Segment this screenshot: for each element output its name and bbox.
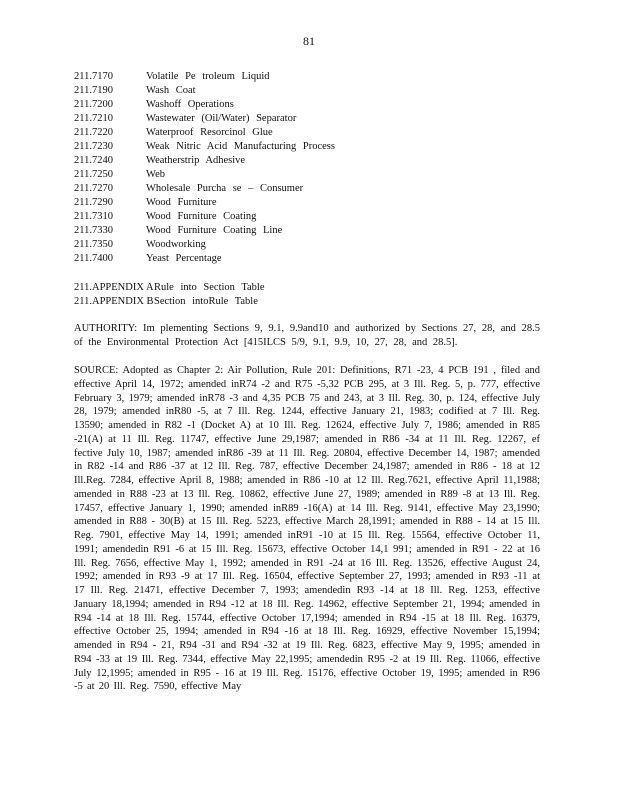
source-paragraph: SOURCE: Adopted as Chapter 2: Air Pollution, Rule 201: Definitions, R71 -23, 4 PCB 191 , filed and effective April 14, 1972; amended inR74 -2 and R75 -5,32 PCB 295, at 3 Ill. Reg. 5, p. 777, effective February 3, 1979; amended inR78 -3 and 4,35 PCB 75 and 243, at 3 Ill. Reg. 30, p. 124, effective July 28, 1979; amended inR80 -5, at 7 Ill. Reg. 1244, effective January 21, 1983; codified at 7 Ill. Reg. 13590; amended in R82 -1 (Docket A) at 10 Ill. Reg. 12624, effective July 7, 1986; amended in R85 -21(A) at 11 Ill. Reg. 11747, effective June 29,1987; amended in R86 -34 at 11 Ill. Reg. 12267, ef fective July 10, 1987; amended inR86 -39 at 11 Ill. Reg. 20804, effective December 14, 1987; amended in R82 -14 and R86 -37 at 12 Ill. Reg. 787, effective December 24,1987; amended in R86 - 18 at 12 Ill.Reg. 7284, effective April 8, 1988; amended in R86 -10 at 12 Ill. Reg.7621, effective April 11,1988; amended in R88 -23 at 13 Ill. Reg. 10862, effective June 27, 1989; amended in R89 -8 at 13 Ill. Reg. 17457, effective January 1, 1990; amended inR89 -16(A) at 14 Ill. Reg. 9141, effective May 23,1990; amended in R88 - 30(B) at 15 Ill. Reg. 5223, effective March 28,1991; amended in R88 - 14 at 15 Ill. Reg. 7901, effective May 14, 1991; amended inR91 -10 at 15 Ill. Reg. 15564, effective October 11, 1991; amendedin R91 -6 at 15 Ill. Reg. 15673, effective October 14,1 991; amended in R91 - 22 at 16 Ill. Reg. 7656, effective May 1, 1992; amended in R91 -24 at 16 Ill. Reg. 13526, effective August 24, 1992; amended in R93 -9 at 17 Ill. Reg. 16504, effective September 27, 1993; amended in R93 -11 at 17 Ill. Reg. 21471, effective December 7, 1993; amendedin R93 -14 at 18 Ill. Reg. 1253, effective January 18,1994; amended in R94 -12 at 18 Ill. Reg. 14962, effective September 21, 1994; amended in R94 -14 at 18 Ill. Reg. 15744, effective October 17,1994; amended in R94 -15 at 18 Ill. Reg. 16379, effective October 25, 1994; amended in R94 -16 at 18 Ill. Reg. 16929, effective November 15,1994; amended in R94 - 21, R94 -31 and R94 -32 at 19 Ill. Reg. 6823, effective May 9, 1995; amended in R94 -33 at 19 Ill. Reg. 7344, effective May 22,1995; amendedin R95 -2 at 19 Ill. Reg. 11066, effective July 12,1995; amended in R95 - 16 at 19 Ill. Reg. 15176, effective October 19, 1995; amended in R96 -5 at 20 Ill. Reg. 7590, effective May [74, 365, 540, 693]
entry-number: 211.APPENDIX B [74, 296, 154, 307]
entry-number: 211.7170 [74, 71, 113, 82]
entry-number: 211.7310 [74, 211, 113, 222]
entry-title: Woodworking [146, 239, 206, 250]
section-entry [74, 238, 554, 252]
appendix-entry [74, 281, 554, 295]
appendix-list [74, 281, 554, 309]
section-entry [74, 224, 554, 238]
appendix-entry [74, 295, 554, 309]
entry-title: Yeast Percentage [146, 253, 222, 264]
section-entry [74, 70, 554, 84]
authority-paragraph: AUTHORITY: Im plementing Sections 9, 9.1, 9.9and10 and authorized by Sections 27, 28, and 28.5 of the Environmental Protection Act [415ILCS 5/9, 9.1, 9.9, 10, 27, 28, and 28.5]. [74, 323, 540, 348]
entry-title: Section intoRule Table [154, 296, 258, 307]
entry-title: Rule into Section Table [154, 282, 265, 293]
section-entry [74, 126, 554, 140]
entry-number: 211.7400 [74, 253, 113, 264]
entry-number: 211.APPENDIX A [74, 282, 154, 293]
entry-number: 211.7240 [74, 155, 113, 166]
section-entry [74, 252, 554, 266]
entry-number: 211.7290 [74, 197, 113, 208]
entry-title: Wood Furniture Coating [146, 211, 257, 222]
section-entry [74, 210, 554, 224]
entry-title: Wood Furniture Coating Line [146, 225, 283, 236]
section-list [74, 70, 554, 266]
entry-title: Weatherstrip Adhesive [146, 155, 246, 166]
entry-title: Web [146, 169, 165, 180]
entry-number: 211.7250 [74, 169, 113, 180]
entry-title: Wash Coat [146, 85, 196, 96]
section-entry [74, 140, 554, 154]
section-entry [74, 112, 554, 126]
entry-title: Washoff Operations [146, 99, 234, 110]
entry-number: 211.7230 [74, 141, 113, 152]
section-entry [74, 98, 554, 112]
entry-title: Weak Nitric Acid Manufacturing Process [146, 141, 335, 152]
entry-number: 211.7330 [74, 225, 113, 236]
section-entry [74, 154, 554, 168]
entry-number: 211.7350 [74, 239, 113, 250]
section-entry [74, 196, 554, 210]
entry-number: 211.7200 [74, 99, 113, 110]
entry-number: 211.7190 [74, 85, 113, 96]
section-entry [74, 182, 554, 196]
entry-number: 211.7270 [74, 183, 113, 194]
entry-title: Wastewater (Oil/Water) Separator [146, 113, 297, 124]
entry-number: 211.7220 [74, 127, 113, 138]
page-number: 81 [303, 34, 315, 48]
entry-title: Waterproof Resorcinol Glue [146, 127, 273, 138]
entry-title: Volatile Pe troleum Liquid [146, 71, 270, 82]
entry-title: Wholesale Purcha se – Consumer [146, 183, 304, 194]
entry-number: 211.7210 [74, 113, 113, 124]
section-entry [74, 84, 554, 98]
entry-title: Wood Furniture [146, 197, 217, 208]
section-entry [74, 168, 554, 182]
